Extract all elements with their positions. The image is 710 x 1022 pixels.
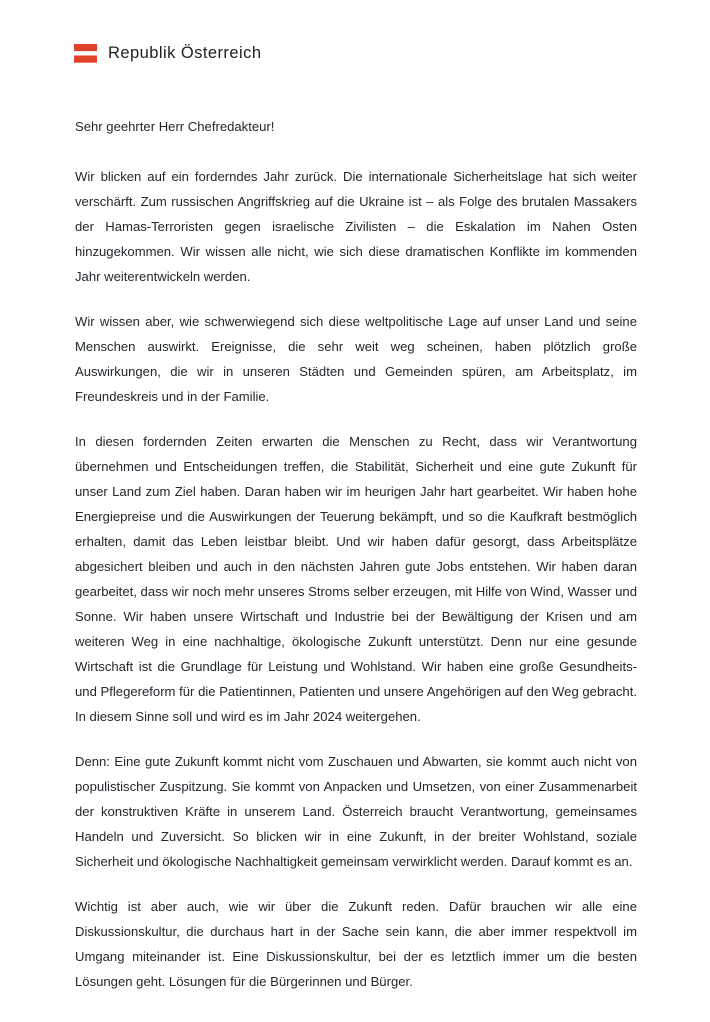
- letterhead: [74, 39, 261, 67]
- letter-paragraph-5: Wichtig ist aber auch, wie wir über die Zukunft reden. Dafür brauchen wir alle eine Diskussionskultur, die durchaus hart in der Sache sein kann, die aber immer respektvoll im Umgang miteinander ist. Eine Diskussionskultur, bei der es letztlich immer um die besten Lösungen geht. Lösungen für die Bürgerinnen und Bürger.: [75, 899, 637, 989]
- letter-body: [75, 114, 637, 994]
- salutation: Sehr geehrter Herr Chefredakteur!: [75, 119, 275, 134]
- letterhead-title: Republik Österreich: [108, 44, 262, 62]
- letter-paragraph-2: Wir wissen aber, wie schwerwiegend sich diese weltpolitische Lage auf unser Land und seine Menschen auswirkt. Ereignisse, die sehr weit weg scheinen, haben plötzlich große Auswirkungen, die wir in unseren Städten und Gemeinden spüren, am Arbeitsplatz, im Freundeskreis und in der Familie.: [75, 314, 637, 404]
- letter-paragraph-4: Denn: Eine gute Zukunft kommt nicht vom Zuschauen und Abwarten, sie kommt auch nicht von populistischer Zuspitzung. Sie kommt von Anpacken und Umsetzen, von einer Zusammenarbeit der konstruktiven Kräfte in unserem Land. Österreich braucht Verantwortung, gemeinsames Handeln und Zuversicht. So blicken wir in eine Zukunft, in der breiter Wohlstand, soziale Sicherheit und ökologische Nachhaltigkeit gemeinsam verwirklicht werden. Darauf kommt es an.: [75, 754, 637, 869]
- austria-flag-icon: [74, 44, 97, 63]
- letter-paragraph-3: In diesen fordernden Zeiten erwarten die Menschen zu Recht, dass wir Verantwortung übernehmen und Entscheidungen treffen, die Stabilität, Sicherheit und eine gute Zukunft für unser Land zum Ziel haben. Daran haben wir im heurigen Jahr hart gearbeitet. Wir haben hohe Energiepreise und die Auswirkungen der Teuerung bekämpft, und so die Kaufkraft bestmöglich erhalten, damit das Leben leistbar bleibt. Und wir haben dafür gesorgt, dass Arbeitsplätze abgesichert bleiben und auch in den nächsten Jahren gute Jobs entstehen. Wir haben daran gearbeitet, dass wir noch mehr unseres Stroms selber erzeugen, mit Hilfe von Wind, Wasser und Sonne. Wir haben unsere Wirtschaft und Industrie bei der Bewältigung der Krisen und am weiteren Weg in eine nachhaltige, ökologische Zukunft unterstützt. Denn nur eine gesunde Wirtschaft ist die Grundlage für Leistung und Wohlstand. Wir haben eine große Gesundheits- und Pflegereform für die Patientinnen, Patienten und unsere Angehörigen auf den Weg gebracht. In diesem Sinne soll und wird es im Jahr 2024 weitergehen.: [75, 434, 637, 724]
- letter-paragraph-1: Wir blicken auf ein forderndes Jahr zurück. Die internationale Sicherheitslage hat sich weiter verschärft. Zum russischen Angriffskrieg auf die Ukraine ist – als Folge des brutalen Massakers der Hamas-Terroristen gegen israelische Zivilisten – die Eskalation im Nahen Osten hinzugekommen. Wir wissen alle nicht, wie sich diese dramatischen Konflikte im kommenden Jahr weiterentwickeln werden.: [75, 169, 637, 284]
